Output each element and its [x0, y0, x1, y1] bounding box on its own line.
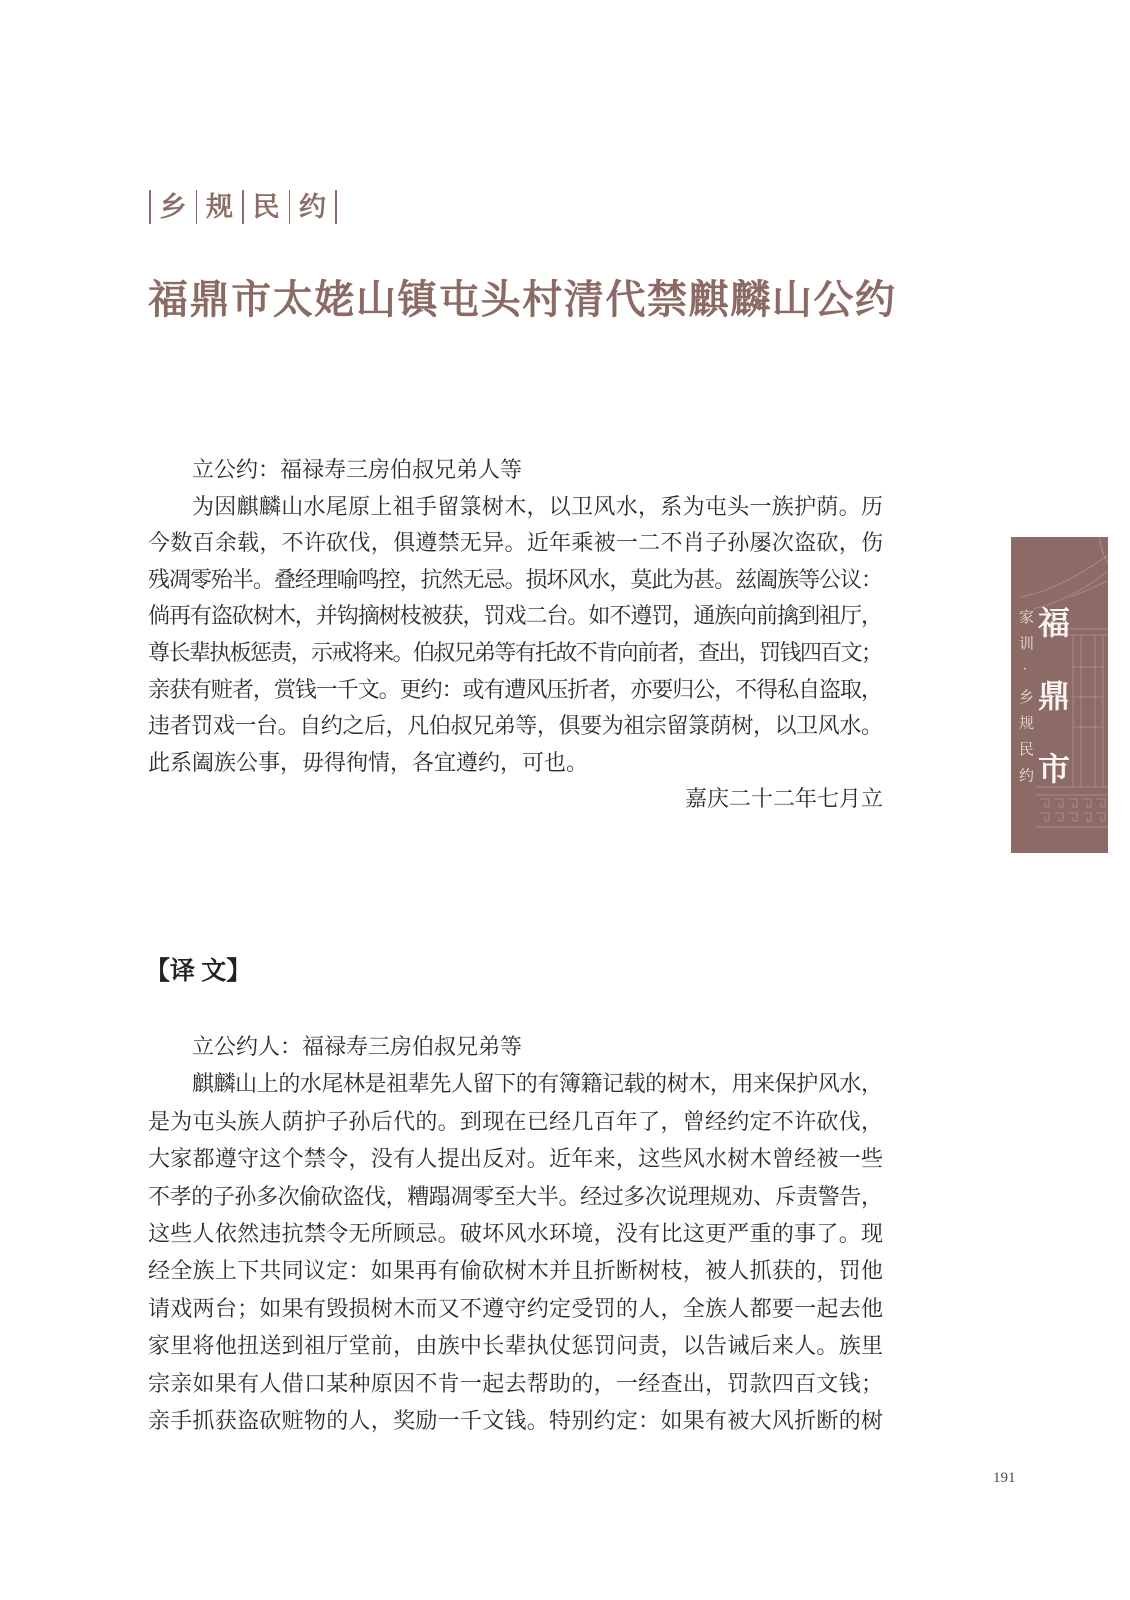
- divider: [335, 190, 337, 224]
- original-line: 此系阖族公事，毋得徇情，各宜遵约，可也。: [148, 749, 589, 775]
- section-label-char: 规: [206, 192, 233, 222]
- section-label-char: 乡: [159, 192, 187, 222]
- original-line: 违者罚戏一台。自约之后，凡伯叔兄弟等，俱要为祖宗留箓荫树，以卫风水。: [148, 713, 883, 739]
- translation-line: 大家都遵守这个禁令，没有人提出反对。近年来，这些风水树木曾经被一些: [148, 1146, 884, 1172]
- original-text: [148, 452, 883, 818]
- translation-line: 经全族上下共同议定：如果再有偷砍树木并且折断树枝，被人抓获的，罚他: [148, 1258, 884, 1284]
- translation-line: 立公约人：福禄寿三房伯叔兄弟等: [192, 1034, 523, 1059]
- translation-line: 宗亲如果有人借口某种原因不肯一起去帮助的，一经查出，罚款四百文钱；: [148, 1370, 884, 1396]
- original-line: 残凋零殆半。叠经理喻鸣控，抗然无忌。损坏风水，莫此为甚。兹阖族等公议：: [148, 566, 882, 592]
- original-line: 今数百余载，不许砍伐，俱遵禁无异。近年乘被一二不肖子孙屡次盗砍，伤: [148, 530, 884, 556]
- section-label: [149, 188, 337, 226]
- chapter-side-tab: [1011, 537, 1108, 853]
- translation-line: 不孝的子孙多次偷砍盗伐，糟蹋凋零至大半。经过多次说理规劝、斥责警告，: [148, 1183, 883, 1209]
- translation-line: 是为屯头族人荫护子孙后代的。到现在已经几百年了，曾经约定不许砍伐，: [148, 1108, 884, 1134]
- side-tab-subtitle: 家训·乡规民约: [1017, 609, 1033, 794]
- original-line: 尊长辈执板惩责，示戒将来。伯叔兄弟等有托故不肯向前者，查出，罚钱四百文；: [148, 639, 882, 665]
- date-line: 嘉庆二十二年七月立: [684, 786, 883, 812]
- original-line: 倘再有盗砍树木，并钩摘树枝被获，罚戏二台。如不遵罚，通族向前擒到祖厅，: [148, 603, 882, 629]
- original-line: 为因麒麟山水尾原上祖手留箓树木，以卫风水，系为屯头一族护荫。历: [192, 493, 884, 519]
- translation-line: 麒麟山上的水尾林是祖辈先人留下的有簿籍记载的树木，用来保护风水，: [192, 1071, 883, 1097]
- original-line: 立公约：福禄寿三房伯叔兄弟人等: [192, 457, 523, 482]
- page-title: 福鼎市太姥山镇屯头村清代禁麒麟山公约: [148, 277, 897, 322]
- translation-line: 这些人依然违抗禁令无所顾忌。破坏风水环境，没有比这更严重的事了。现: [148, 1220, 884, 1246]
- translation-line: 亲手抓获盗砍赃物的人，奖励一千文钱。特别约定：如果有被大风折断的树: [148, 1407, 884, 1433]
- translation-line: 请戏两台；如果有毁损树木而又不遵守约定受罚的人，全族人都要一起去他: [148, 1295, 884, 1321]
- section-label-char: 约: [299, 192, 326, 222]
- translation-text: [148, 1028, 883, 1439]
- translation-heading: 【译 文】: [145, 958, 252, 985]
- section-label-char: 民: [252, 192, 280, 222]
- translation-line: 家里将他扭送到祖厅堂前，由族中长辈执仗惩罚问责，以告诫后来人。族里: [148, 1333, 884, 1359]
- page-number: 191: [993, 1470, 1016, 1486]
- original-line: 亲获有赃者，赏钱一千文。更约：或有遭风压折者，亦要归公，不得私自盗取，: [148, 676, 882, 702]
- side-tab-title: 福鼎市: [1034, 606, 1070, 825]
